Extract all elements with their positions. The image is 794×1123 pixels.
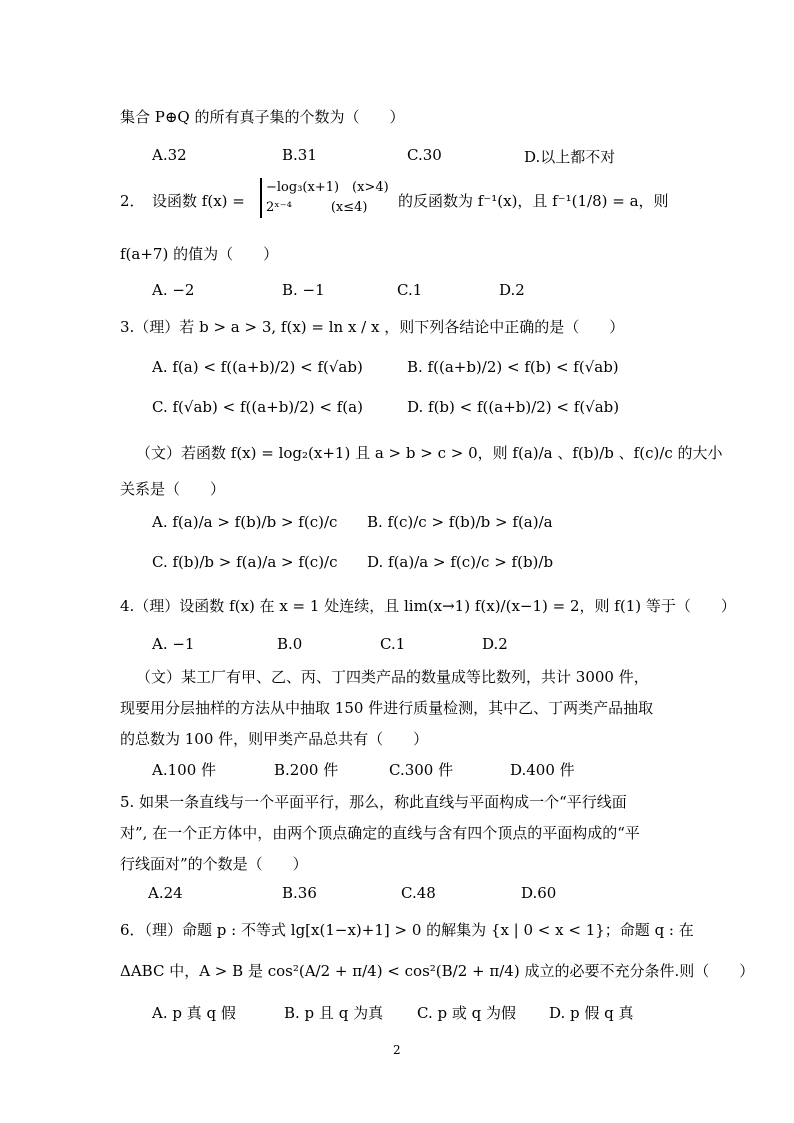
q5-option-b[interactable]: B.36 (282, 884, 317, 902)
q2-option-a[interactable]: A. −2 (152, 281, 195, 299)
q3-wen-option-b[interactable]: B. f(c)/c > f(b)/b > f(a)/a (367, 513, 553, 531)
q1-option-b[interactable]: B.31 (282, 146, 317, 164)
q3-li-option-c[interactable]: C. f(√ab) < f((a+b)/2) < f(a) (152, 398, 363, 416)
q2-option-d[interactable]: D.2 (499, 281, 525, 299)
q3-wen-option-c[interactable]: C. f(b)/b > f(a)/a > f(c)/c (152, 553, 338, 571)
q5-option-d[interactable]: D.60 (521, 884, 557, 902)
q1-option-c[interactable]: C.30 (407, 146, 442, 164)
q3-wen-option-d[interactable]: D. f(a)/a > f(c)/c > f(b)/b (367, 553, 554, 571)
q4-wen-line1: （文）某工厂有甲、乙、丙、丁四类产品的数量成等比数列，共计 3000 件， (136, 668, 649, 686)
q3-li-option-a[interactable]: A. f(a) < f((a+b)/2) < f(√ab) (152, 358, 363, 376)
q4-li-option-b[interactable]: B.0 (277, 635, 303, 653)
q5-line3: 行线面对”的个数是（ ） (120, 855, 308, 873)
q2-piece-1: −log₃(x+1) (x>4) (266, 180, 389, 195)
q2-piece-2: 2ˣ⁻⁴ (x≤4) (266, 200, 368, 215)
q3-li-stem: 3.（理）若 b > a > 3, f(x) = ln x / x ，则下列各结论中正确的是（ ） (120, 318, 625, 336)
q4-li-option-d[interactable]: D.2 (482, 635, 508, 653)
q1-option-a[interactable]: A.32 (152, 146, 187, 164)
q4-li-option-c[interactable]: C.1 (380, 635, 406, 653)
q4-li-option-a[interactable]: A. −1 (152, 635, 195, 653)
q3-wen-stem2: 关系是（ ） (120, 480, 226, 498)
q2-option-c[interactable]: C.1 (397, 281, 423, 299)
q3-li-option-d[interactable]: D. f(b) < f((a+b)/2) < f(√ab) (407, 398, 620, 416)
q3-li-option-b[interactable]: B. f((a+b)/2) < f(b) < f(√ab) (407, 358, 619, 376)
q3-wen-option-a[interactable]: A. f(a)/a > f(b)/b > f(c)/c (152, 513, 338, 531)
q4-wen-line3: 的总数为 100 件，则甲类产品总共有（ ） (120, 730, 429, 748)
q2-option-b[interactable]: B. −1 (282, 281, 325, 299)
q2-stem-line2: f(a+7) 的值为（ ） (120, 245, 279, 263)
q4-wen-line2: 现要用分层抽样的方法从中抽取 150 件进行质量检测，其中乙、丁两类产品抽取 (120, 699, 654, 717)
q4-wen-option-a[interactable]: A.100 件 (152, 761, 216, 779)
q6-line1: 6．（理）命题 p : 不等式 lg[x(1−x)+1] > 0 的解集为 {x | 0 < x < 1}；命题 q : 在 (120, 921, 694, 939)
q6-line2: ΔABC 中，A > B 是 cos²(A/2 + π/4) < cos²(B/2 + π/4) 成立的必要不充分条件.则（ ） (120, 962, 755, 980)
q2-piecewise (260, 178, 389, 218)
q6-option-b[interactable]: B. p 且 q 为真 (284, 1004, 384, 1022)
q5-option-a[interactable]: A.24 (148, 884, 183, 902)
q2-stem-tail: 的反函数为 f⁻¹(x)，且 f⁻¹(1/8) = a，则 (398, 192, 669, 210)
page-number: 2 (393, 1043, 401, 1057)
q6-option-a[interactable]: A. p 真 q 假 (152, 1004, 236, 1022)
q5-line1: 5. 如果一条直线与一个平面平行，那么，称此直线与平面构成一个“平行线面 (120, 793, 627, 811)
q2-stem-lead: 2． 设函数 f(x) = (120, 192, 245, 210)
q4-wen-option-d[interactable]: D.400 件 (510, 761, 575, 779)
q6-option-d[interactable]: D. p 假 q 真 (549, 1004, 634, 1022)
q5-option-c[interactable]: C.48 (401, 884, 436, 902)
q5-line2: 对”, 在一个正方体中，由两个顶点确定的直线与含有四个顶点的平面构成的“平 (120, 824, 640, 842)
q1-stem: 集合 P⊕Q 的所有真子集的个数为（ ） (120, 108, 405, 126)
q4-wen-option-b[interactable]: B.200 件 (274, 761, 339, 779)
q4-li-stem: 4.（理）设函数 f(x) 在 x = 1 处连续，且 lim(x→1) f(x)/(x−1) = 2，则 f(1) 等于（ ） (120, 597, 736, 615)
q6-option-c[interactable]: C. p 或 q 为假 (417, 1004, 516, 1022)
q4-wen-option-c[interactable]: C.300 件 (389, 761, 454, 779)
q1-option-d[interactable]: D.以上都不对 (524, 148, 616, 166)
q3-wen-stem: （文）若函数 f(x) = log₂(x+1) 且 a > b > c > 0，则 f(a)/a 、f(b)/b 、f(c)/c 的大小 (136, 444, 723, 462)
